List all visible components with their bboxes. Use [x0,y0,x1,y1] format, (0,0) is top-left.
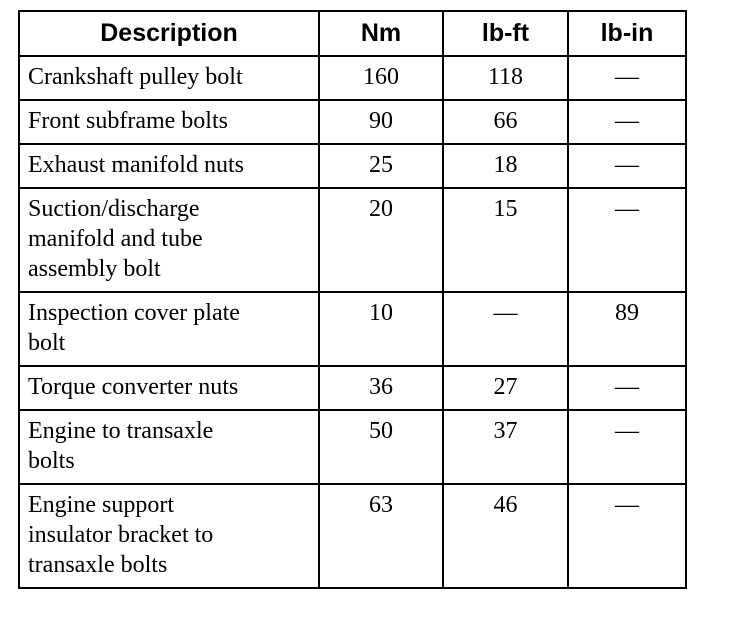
lb-in-cell: — [568,100,686,144]
lb-ft-cell: 46 [443,484,568,588]
lb-ft-cell: 18 [443,144,568,188]
description-cell: Exhaust manifold nuts [19,144,319,188]
header-lb-in: lb-in [568,11,686,56]
lb-ft-cell: 66 [443,100,568,144]
table-row [19,100,686,144]
table-header-row [19,11,686,56]
nm-cell: 25 [319,144,443,188]
lb-in-cell: — [568,188,686,292]
nm-cell: 63 [319,484,443,588]
lb-in-cell: — [568,484,686,588]
lb-in-cell: — [568,56,686,100]
description-cell: Inspection cover plate bolt [19,292,319,366]
lb-in-cell: 89 [568,292,686,366]
nm-cell: 20 [319,188,443,292]
lb-in-cell: — [568,144,686,188]
header-lb-ft: lb-ft [443,11,568,56]
lb-in-cell: — [568,410,686,484]
nm-cell: 10 [319,292,443,366]
description-cell: Engine to transaxle bolts [19,410,319,484]
torque-spec-table [18,10,687,589]
table-row [19,366,686,410]
description-cell: Front subframe bolts [19,100,319,144]
description-cell: Engine support insulator bracket to transaxle bolts [19,484,319,588]
table-row [19,292,686,366]
lb-ft-cell: 27 [443,366,568,410]
lb-ft-cell: — [443,292,568,366]
nm-cell: 50 [319,410,443,484]
nm-cell: 90 [319,100,443,144]
lb-ft-cell: 15 [443,188,568,292]
nm-cell: 160 [319,56,443,100]
description-cell: Torque converter nuts [19,366,319,410]
table-row [19,188,686,292]
table-row [19,144,686,188]
header-description: Description [19,11,319,56]
table-row [19,410,686,484]
lb-in-cell: — [568,366,686,410]
description-cell: Crankshaft pulley bolt [19,56,319,100]
header-nm: Nm [319,11,443,56]
description-cell: Suction/discharge manifold and tube assembly bolt [19,188,319,292]
lb-ft-cell: 37 [443,410,568,484]
table-row [19,56,686,100]
lb-ft-cell: 118 [443,56,568,100]
table-row [19,484,686,588]
nm-cell: 36 [319,366,443,410]
